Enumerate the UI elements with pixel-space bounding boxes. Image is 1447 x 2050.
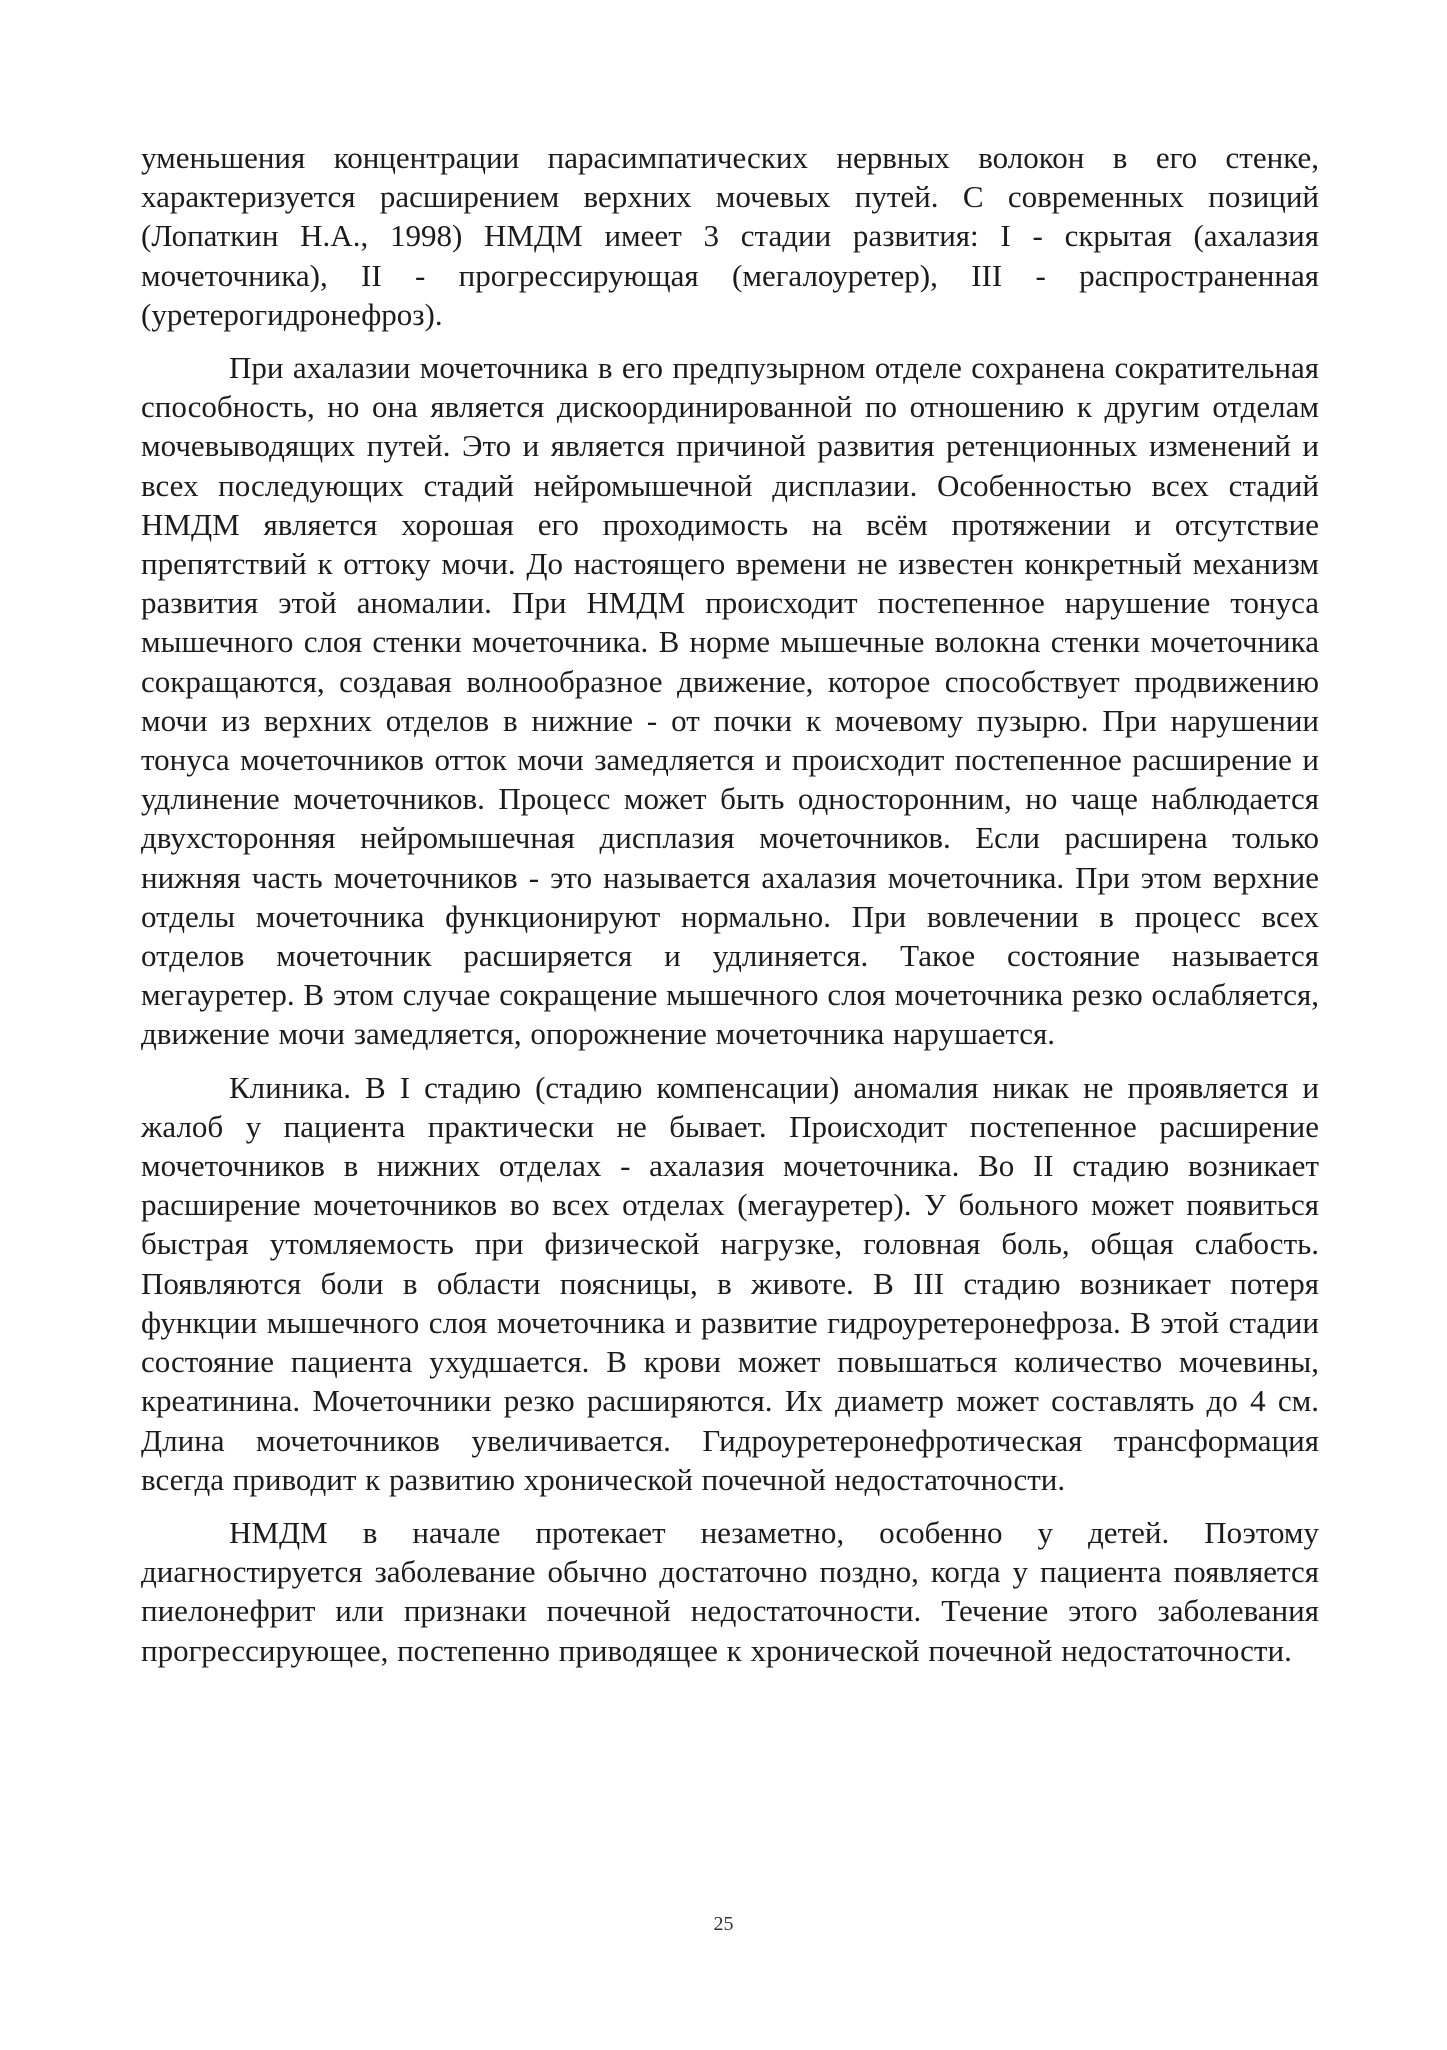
paragraph-continuation: уменьшения концентрации парасимпатических нервных волокон в его стенке, характеризуется расширением верхних мочевых путей. С современных позиций (Лопаткин Н.А., 1998) НМДМ имеет 3 стадии развития: I - скрытая (ахалазия мочеточника), II - прогрессирующая (мегалоуретер), III - распространенная (уретерогидронефроз). xyxy=(141,140,1319,332)
page-number: 25 xyxy=(713,1913,734,1935)
paragraph-clinic: Клиника. В I стадию (стадию компенсации) аномалия никак не проявляется и жалоб у пациента практически не бывает. Происходит постепенное расширение мочеточников в нижних отделах - ахалазия мочеточника. Во II стадию возникает расширение мочеточников во всех отделах (мегауретер). У больного может появиться быстрая утомляемость при физической нагрузке, головная боль, общая слабость. Появляются боли в области поясницы, в животе. В III стадию возникает потеря функции мышечного слоя мочеточника и развитие гидроуретеронефроза. В этой стадии состояние пациента ухудшается. В крови может повышаться количество мочевины, креатинина. Мочеточники резко расширяются. Их диаметр может составлять до 4 см. Длина мочеточников увеличивается. Гидроуретеронефротическая трансформация всегда приводит к развитию хронической почечной недостаточности. xyxy=(141,1069,1319,1497)
paragraph-achalasia: При ахалазии мочеточника в его предпузырном отделе сохранена сократительная способность, но она является дискоординированной по отношению к другим отделам мочевыводящих путей. Это и является причиной развития ретенционных изменений и всех последующих стадий нейромышечной дисплазии. Особенностью всех стадий НМДМ является хорошая его проходимость на всём протяжении и отсутствие препятствий к оттоку мочи. До настоящего времени не известен конкретный механизм развития этой аномалии. При НМДМ происходит постепенное нарушение тонуса мышечного слоя стенки мочеточника. В норме мышечные волокна стенки мочеточника сокращаются, создавая волнообразное движение, которое способствует продвижению мочи из верхних отделов в нижние - от почки к мочевому пузырю. При нарушении тонуса мочеточников отток мочи замедляется и происходит постепенное расширение и удлинение мочеточников. Процесс может быть односторонним, но чаще наблюдается двухсторонняя нейромышечная дисплазия мочеточников. Если расширена только нижняя часть мочеточников - это называется ахалазия мочеточника. При этом верхние отделы мочеточника функционируют нормально. При вовлечении в процесс всех отделов мочеточник расширяется и удлиняется. Такое состояние называется мегауретер. В этом случае сокращение мышечного слоя мочеточника резко ослабляется, движение мочи замедляется, опорожнение мочеточника нарушается. xyxy=(141,350,1319,1052)
document-body xyxy=(141,138,1319,1670)
paragraph-course: НМДМ в начале протекает незаметно, особенно у детей. Поэтому диагностируется заболевание обычно достаточно поздно, когда у пациента появляется пиелонефрит или признаки почечной недостаточности. Течение этого заболевания прогрессирующее, постепенно приводящее к хронической почечной недостаточности. xyxy=(141,1514,1319,1668)
